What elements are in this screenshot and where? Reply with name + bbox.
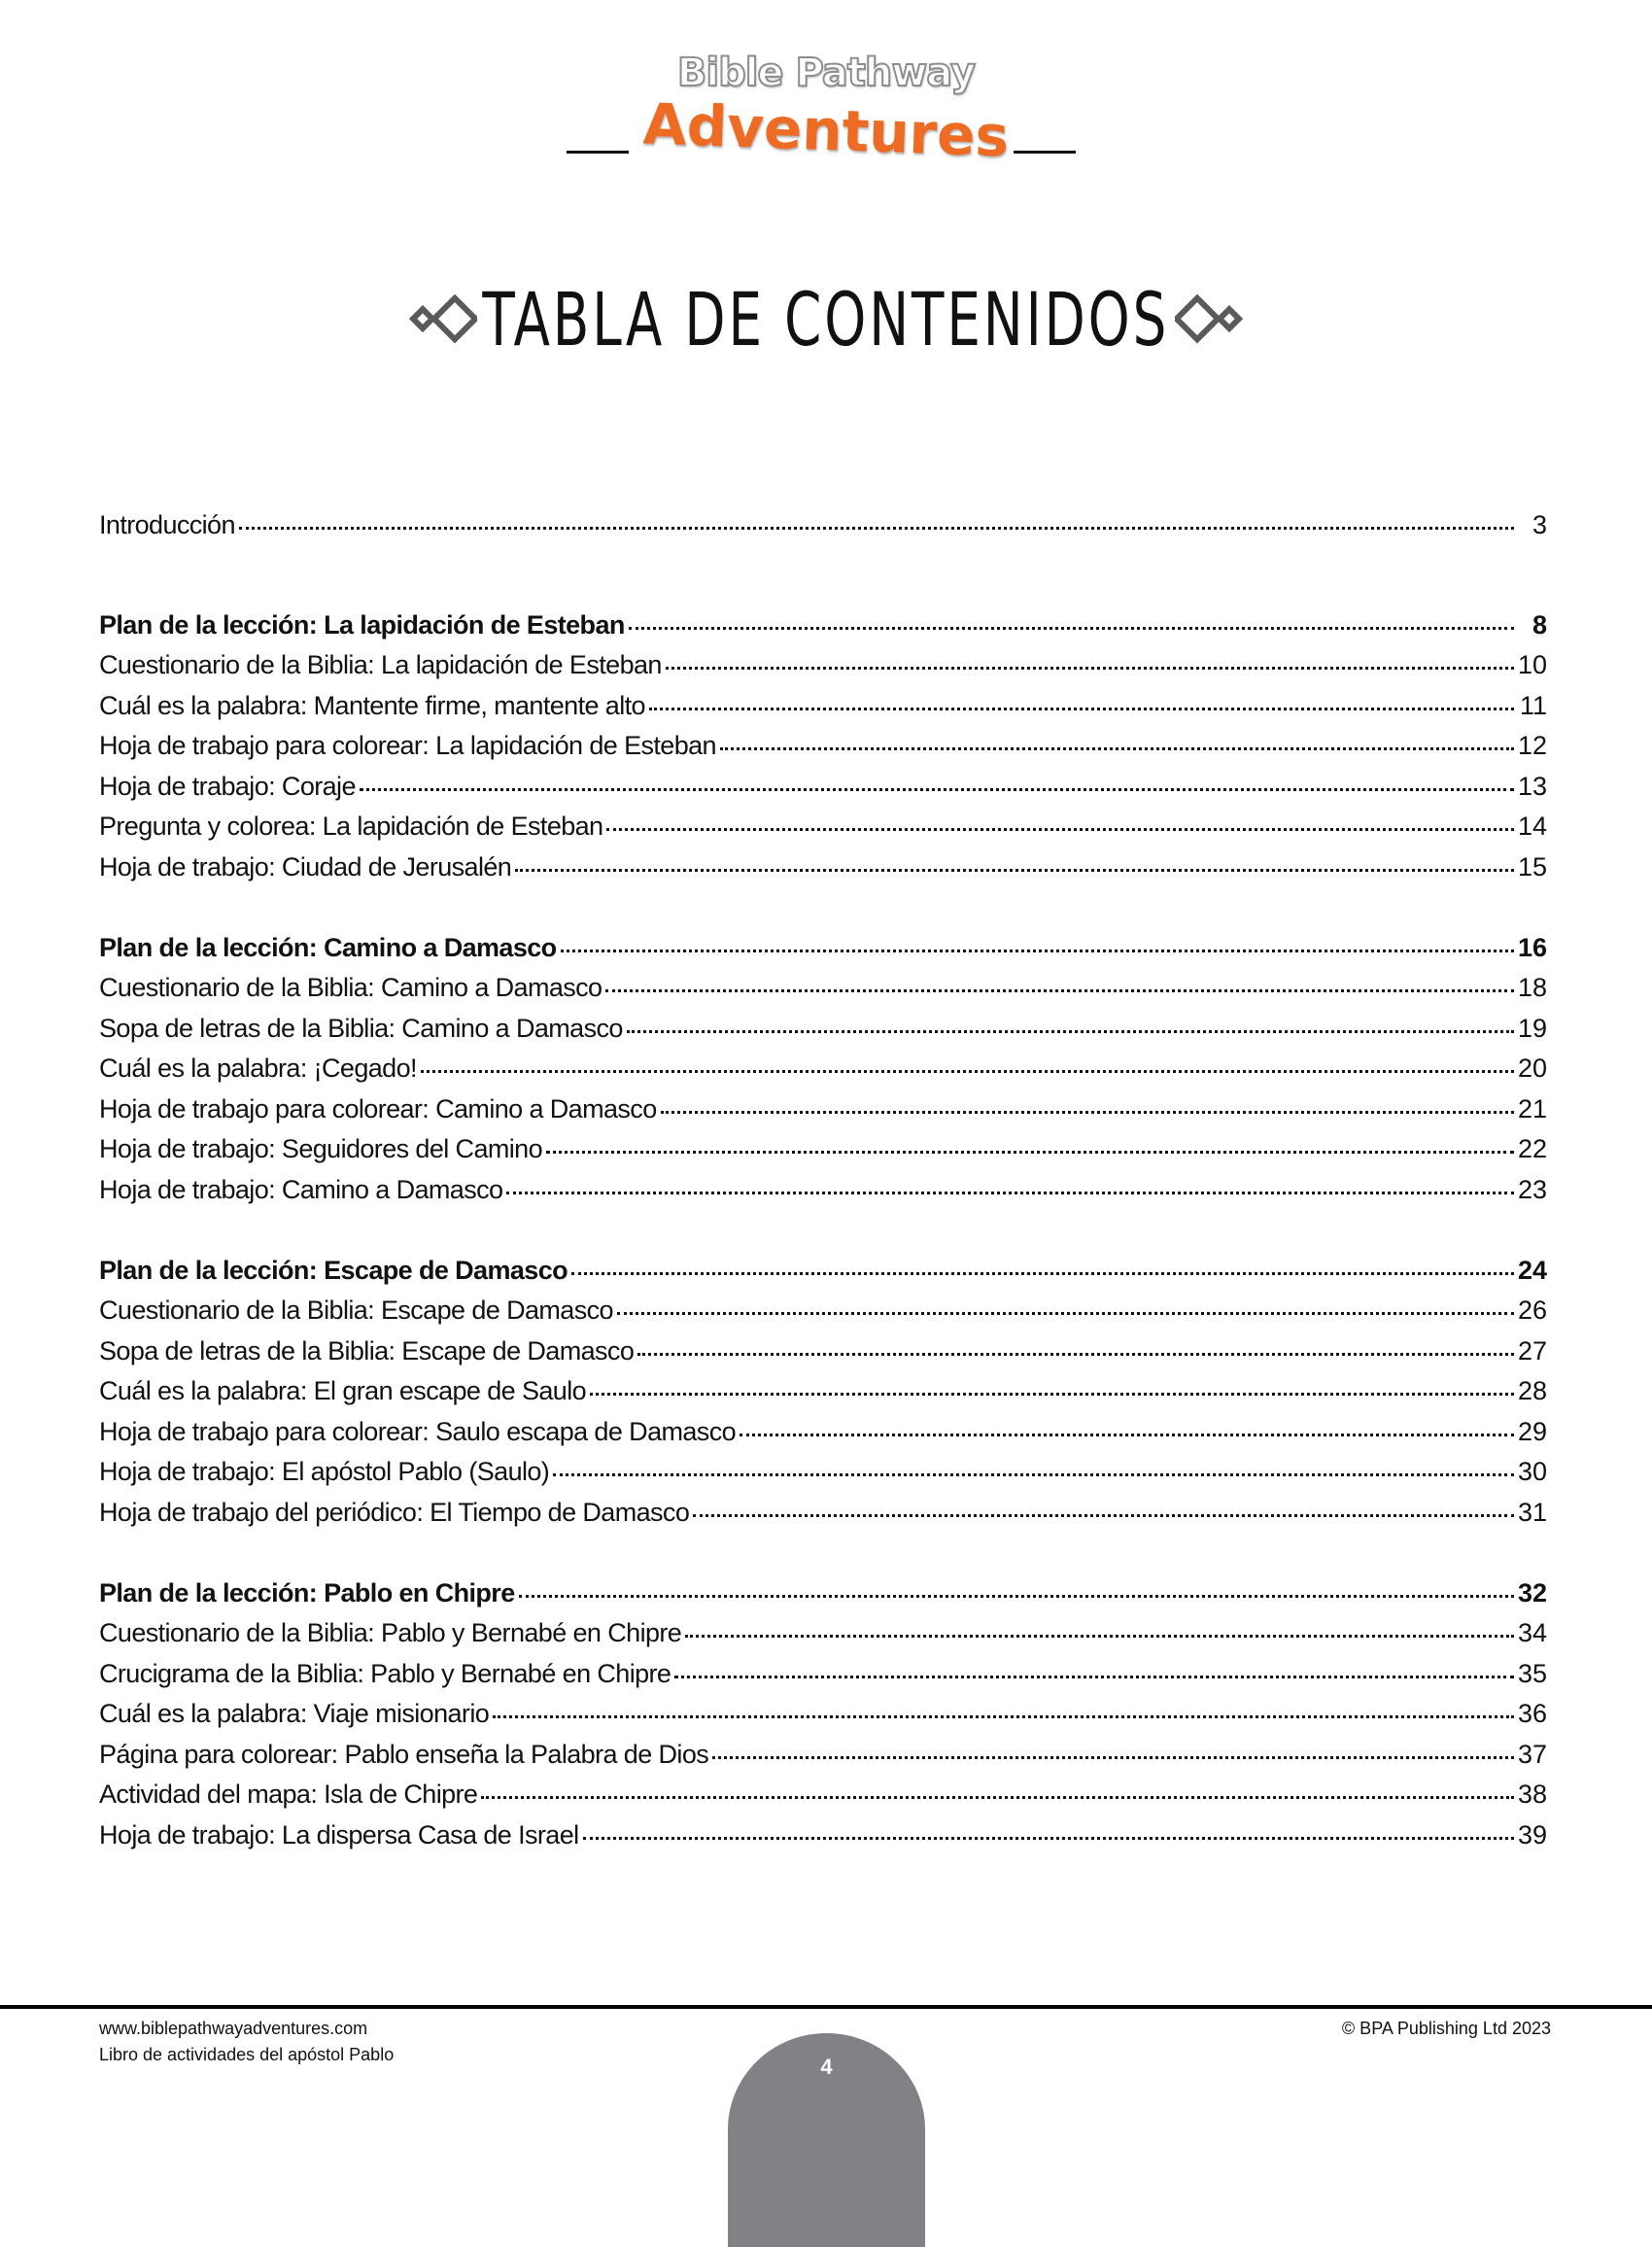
- dot-leader: [740, 1434, 1514, 1436]
- toc-entry-page: 10: [1517, 650, 1547, 679]
- toc-entry[interactable]: [99, 1009, 1547, 1050]
- toc-entry-page: 16: [1517, 932, 1547, 962]
- toc-entry-label: Sopa de letras de la Biblia: Camino a Damasco: [99, 1013, 623, 1043]
- dot-leader: [421, 1070, 1514, 1073]
- toc-entry[interactable]: [99, 1412, 1547, 1453]
- dot-leader: [553, 1473, 1514, 1476]
- toc-entry-label: Cuál es la palabra: ¡Cegado!: [99, 1054, 417, 1083]
- toc-entry-label: Plan de la lección: La lapidación de Esteban: [99, 609, 625, 640]
- toc-entry-label: Introducción: [99, 510, 235, 539]
- dot-leader: [561, 950, 1514, 952]
- toc-entry-label: Actividad del mapa: Isla de Chipre: [99, 1780, 478, 1809]
- toc-entry[interactable]: [99, 1291, 1547, 1331]
- toc-entry[interactable]: [99, 807, 1547, 847]
- toc-entry-label: Cuál es la palabra: Mantente firme, mantente alto: [99, 690, 645, 720]
- toc-entry-page: 3: [1532, 510, 1547, 539]
- dot-leader: [606, 828, 1513, 831]
- table-of-contents: [99, 505, 1547, 1855]
- toc-entry[interactable]: [99, 1371, 1547, 1412]
- toc-entry-label: Hoja de trabajo para colorear: La lapidación de Esteban: [99, 731, 716, 760]
- toc-entry-label: Hoja de trabajo del periódico: El Tiempo de Damasco: [99, 1497, 690, 1527]
- toc-entry-page: 36: [1517, 1699, 1547, 1728]
- dot-leader: [506, 1192, 1514, 1194]
- toc-entry-page: 13: [1517, 771, 1547, 801]
- toc-entry-label: Hoja de trabajo: Ciudad de Jerusalén: [99, 851, 512, 882]
- toc-entry[interactable]: [99, 1735, 1547, 1776]
- toc-entry-label: Pregunta y colorea: La lapidación de Esteban: [99, 812, 603, 841]
- toc-entry-label: Cuál es la palabra: Viaje misionario: [99, 1699, 490, 1728]
- dot-leader: [649, 708, 1514, 710]
- dot-leader: [629, 627, 1514, 630]
- dot-leader: [627, 1030, 1514, 1033]
- toc-entry[interactable]: [99, 1694, 1547, 1735]
- toc-entry-label: Cuestionario de la Biblia: Camino a Damasco: [99, 973, 602, 1002]
- dot-leader: [605, 989, 1513, 992]
- toc-entry-label: Plan de la lección: Escape de Damasco: [99, 1255, 568, 1285]
- toc-entry[interactable]: [99, 645, 1547, 686]
- toc-entry[interactable]: [99, 1129, 1547, 1170]
- toc-entry[interactable]: [99, 968, 1547, 1009]
- toc-entry-page: 18: [1517, 973, 1547, 1002]
- toc-entry-page: 19: [1517, 1013, 1547, 1043]
- footer-left: [99, 2016, 394, 2068]
- dot-leader: [712, 1756, 1514, 1759]
- toc-entry[interactable]: [99, 767, 1547, 808]
- toc-entry-label: Plan de la lección: Camino a Damasco: [99, 932, 557, 962]
- title-block: [0, 270, 1652, 367]
- toc-entry[interactable]: [99, 726, 1547, 767]
- toc-entry-page: 28: [1517, 1376, 1547, 1405]
- toc-entry-page: 23: [1517, 1174, 1547, 1204]
- footer-website-link[interactable]: www.biblepathwayadventures.com: [99, 2019, 368, 2038]
- toc-entry[interactable]: [99, 1049, 1547, 1089]
- toc-entry[interactable]: [99, 1654, 1547, 1695]
- toc-entry-label: Hoja de trabajo: La dispersa Casa de Israel: [99, 1819, 579, 1849]
- toc-entry-page: 11: [1519, 690, 1547, 720]
- dot-leader: [583, 1837, 1514, 1840]
- footer-book-title: Libro de actividades del apóstol Pablo: [99, 2045, 395, 2064]
- toc-entry[interactable]: [99, 1775, 1547, 1815]
- toc-entry[interactable]: [99, 1452, 1547, 1493]
- toc-entry-page: 20: [1517, 1054, 1547, 1083]
- toc-entry-label: Hoja de trabajo: El apóstol Pablo (Saulo): [99, 1457, 550, 1486]
- toc-entry-label: Plan de la lección: Pablo en Chipre: [99, 1577, 515, 1607]
- toc-entry-page: 37: [1517, 1739, 1547, 1769]
- dot-leader: [515, 869, 1514, 872]
- toc-entry-page: 30: [1517, 1457, 1547, 1486]
- toc-entry-page: 22: [1517, 1134, 1547, 1163]
- toc-entry[interactable]: [99, 686, 1547, 727]
- logo-divider-right: [1014, 151, 1076, 154]
- toc-entry[interactable]: [99, 847, 1547, 888]
- diamond-ornament-left-icon: [399, 294, 477, 343]
- dot-leader: [519, 1595, 1514, 1598]
- logo-text-adventures: Adventures: [641, 90, 1011, 170]
- toc-entry-label: Hoja de trabajo para colorear: Camino a Damasco: [99, 1093, 657, 1124]
- toc-entry-page: 26: [1517, 1296, 1547, 1325]
- toc-section-heading[interactable]: [99, 1573, 1547, 1614]
- dot-leader: [360, 788, 1514, 791]
- dot-leader: [666, 667, 1514, 670]
- footer-divider: [0, 2005, 1652, 2009]
- dot-leader: [693, 1514, 1514, 1517]
- page-title: TABLA DE CONTENIDOS: [482, 275, 1170, 363]
- toc-entry-page: 24: [1517, 1255, 1547, 1285]
- toc-entry-label: Cuestionario de la Biblia: Escape de Damasco: [99, 1296, 613, 1325]
- toc-entry-label: Cuestionario de la Biblia: Pablo y Bernabé en Chipre: [99, 1618, 682, 1647]
- dot-leader: [546, 1151, 1514, 1154]
- toc-entry[interactable]: [99, 1331, 1547, 1372]
- toc-entry-page: 27: [1517, 1335, 1547, 1365]
- dot-leader: [661, 1111, 1514, 1114]
- toc-entry-page: 15: [1517, 851, 1547, 882]
- page-number-badge: [728, 2033, 925, 2247]
- logo-text-bible-pathway: Bible Pathway: [676, 51, 976, 95]
- dot-leader: [571, 1272, 1514, 1275]
- toc-entry-page: 14: [1517, 812, 1547, 841]
- page-number: 4: [820, 2055, 833, 2079]
- toc-entry-label: Página para colorear: Pablo enseña la Palabra de Dios: [99, 1739, 709, 1769]
- toc-entry-label: Crucigrama de la Biblia: Pablo y Bernabé en Chipre: [99, 1658, 671, 1688]
- dot-leader: [637, 1353, 1514, 1356]
- toc-entry-label: Hoja de trabajo: Seguidores del Camino: [99, 1134, 542, 1163]
- toc-entry[interactable]: [99, 1089, 1547, 1130]
- toc-entry-introduccion[interactable]: [99, 505, 1547, 546]
- logo: [0, 39, 1652, 170]
- toc-entry-page: 12: [1517, 731, 1547, 760]
- dot-leader: [617, 1312, 1514, 1315]
- toc-entry-label: Hoja de trabajo para colorear: Saulo escapa de Damasco: [99, 1416, 737, 1446]
- toc-entry-page: 29: [1517, 1416, 1547, 1446]
- toc-entry-page: 8: [1532, 609, 1547, 640]
- footer-copyright: © BPA Publishing Ltd 2023: [1341, 2019, 1551, 2038]
- dot-leader: [493, 1715, 1514, 1718]
- toc-section-heading[interactable]: [99, 1251, 1547, 1292]
- dot-leader: [685, 1635, 1514, 1638]
- dot-leader: [674, 1676, 1514, 1678]
- dot-leader: [481, 1796, 1514, 1799]
- toc-entry[interactable]: [99, 1613, 1547, 1654]
- toc-entry-page: 34: [1517, 1618, 1547, 1647]
- toc-entry-label: Cuestionario de la Biblia: La lapidación de Esteban: [99, 650, 662, 679]
- toc-entry-label: Hoja de trabajo: Coraje: [99, 771, 356, 801]
- dot-leader: [720, 747, 1514, 750]
- toc-section-heading[interactable]: [99, 605, 1547, 646]
- dot-leader: [239, 527, 1514, 530]
- toc-entry-page: 39: [1517, 1819, 1547, 1849]
- toc-entry-page: 38: [1517, 1780, 1547, 1809]
- toc-entry-label: Cuál es la palabra: El gran escape de Saulo: [99, 1376, 587, 1405]
- toc-entry-page: 35: [1517, 1658, 1547, 1688]
- toc-entry[interactable]: [99, 1170, 1547, 1211]
- toc-entry-page: 31: [1517, 1497, 1547, 1527]
- toc-entry[interactable]: [99, 1815, 1547, 1856]
- toc-entry-label: Sopa de letras de la Biblia: Escape de Damasco: [99, 1335, 635, 1365]
- toc-entry-page: 32: [1517, 1577, 1547, 1607]
- diamond-ornament-right-icon: [1175, 294, 1253, 343]
- toc-entry-label: Hoja de trabajo: Camino a Damasco: [99, 1174, 503, 1204]
- toc-section-heading[interactable]: [99, 928, 1547, 969]
- dot-leader: [590, 1393, 1514, 1396]
- toc-entry[interactable]: [99, 1493, 1547, 1534]
- toc-entry-page: 21: [1517, 1093, 1547, 1124]
